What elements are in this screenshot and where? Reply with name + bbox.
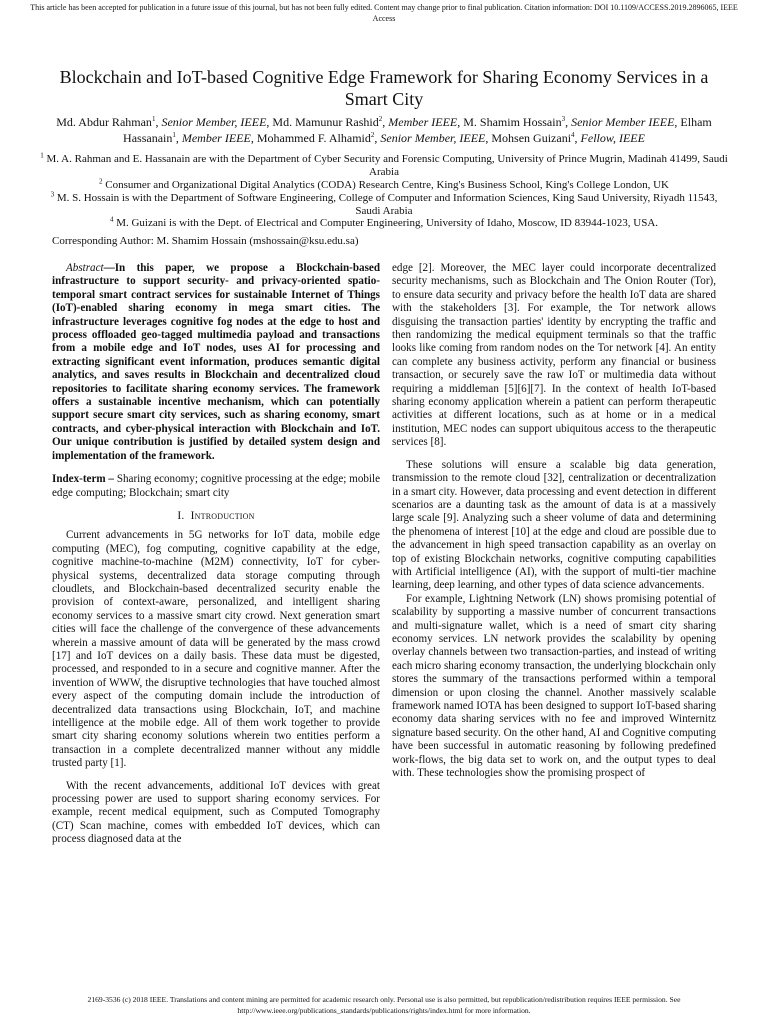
corresponding-author: Corresponding Author: M. Shamim Hossain (mshossain@ksu.edu.sa) (52, 235, 359, 247)
right-column (392, 262, 716, 780)
paragraph: These solutions will ensure a scalable big data generation, transmission to the remote cloud [32], centralization or decentralization in a smart city. However, data processing and event detection in different scenarios are a daunting task as the amount of data is at a massively large scale [9]. Analyzing such a sheer volume of data and determining the phenomena of interest [10] at the edge and cloud are possible due to the advancement in high speed transaction capability as an overlay on top of existing Blockchain networks, cognitive computing capabilities with Artificial intelligence (AI), with the support of multi-tier machine learning, deep learning, and other types of data science advancements. (392, 458, 716, 592)
journal-banner: This article has been accepted for publication in a future issue of this journal, but has not been fully edited. Content may change prior to final publication. Citation information: DOI 10.1109/ACCESS.2019.2896065, IEEE Access (30, 3, 738, 23)
paragraph: Current advancements in 5G networks for IoT data, mobile edge computing (MEC), fog computing, cognitive capability at the edge, cognitive machine-to-machine (M2M) connectivity, IoT for cyber-physical systems, decentralized data storage computing through cloudlets, and Blockchain-based decentralized security enable the provision of context-aware, personalized, and intelligent sharing economy services to a massive smart city crowd. Next generation smart cities will face the challenge of the convergence of these advancements wherein a massive amount of data will be generated by the mass crowd [17] and IoT devices on a daily basis. These data must be digested, processed, and responded to in a secure and cognitive manner. After the invention of WWW, the disruptive technologies that have touched almost every aspect of the computing domain include the introduction of decentralized data transactions using Blockchain, IoT, and machine intelligence at the mobile edge. All of them work together to provide smart city sharing economy solutions wherein two entities perform a transaction in a complete decentralized manner without any middle trusted party [1]. (52, 529, 380, 770)
author-name: M. Shamim Hossain (463, 115, 562, 129)
abstract: Abstract—In this paper, we propose a Blockchain-based infrastructure to support security- and privacy-oriented spatio-temporal smart contract services for sustainable Internet of Things (IoT)-enabled sharing economy in mega smart cities. The infrastructure leverages cognitive fog nodes at the edge to host and process offloaded geo-tagged multimedia payload and transactions from a mobile edge and IoT nodes, uses AI for processing and extracting significant event information, produces semantic digital analytics, and saves results in Blockchain and decentralized cloud repositories to facilitate sharing economy services. The framework offers a sustainable incentive mechanism, which can potentially support secure smart city services, such as sharing economy, smart contracts, and cyber-physical interaction with Blockchain and IoT. Our unique contribution is justified by detailed system design and implementation of the framework. (52, 262, 380, 462)
author-name: Elham Hassanain (123, 115, 712, 145)
author-list: Md. Abdur Rahman$^1$, Senior Member, IEEE, Md. Mamunur Rashid$^2$, Member IEEE, M. Shamim Hossain$^3$, Senior Member IEEE, Elham Hassanain$^1$, Member IEEE, Mohammed F. Alhamid$^2$, Senior Member, IEEE, Mohsen Guizani$^4$, Fellow, IEEE (56, 115, 712, 145)
affiliation-4: $^4$ M. Guizani is with the Dept. of Electrical and Computer Engineering, University of Idaho, Moscow, ID 83944-1023, USA. (109, 215, 659, 229)
author-role: Senior Member, IEEE (380, 131, 486, 145)
paragraph: edge [2]. Moreover, the MEC layer could incorporate decentralized security mechanisms, such as Blockchain and The Onion Router (Tor), to ensure data security and privacy before the health IoT data are shared with the stakeholders [3]. For example, the Tor network allows disguising the transaction parties' identity by encrypting the traffic and then randomizing the medical equipment terminals so that the traffic looks like coming from random nodes on the Tor network [4]. An entity can complete any business activity, perform any financial or business transaction, or securely save the raw IoT or multimedia data without requiring a middleman [5][6][7]. In the context of health IoT-based sharing economy application wherein a patient can perform therapeutic activities at different locations, such as at home or in a medical institution, MEC nodes can support ubiquitous access to the therapeutic services [8]. (392, 262, 716, 449)
author-role: Senior Member IEEE (571, 115, 675, 129)
abstract-label: Abstract (66, 262, 104, 274)
affiliation-2: $^2$ Consumer and Organizational Digital Analytics (CODA) Research Centre, King's Business School, King's College London, UK (98, 177, 669, 191)
affiliation-1: $^1$ M. A. Rahman and E. Hassanain are with the Department of Cyber Security and Forensic Computing, University of Prince Mugrin, Madinah 41499, Saudi Arabia (40, 151, 728, 178)
affiliation-3: $^3$ M. S. Hossain is with the Department of Software Engineering, College of Computer and Information Sciences, King Saud University, Riyadh 11543, Saudi Arabia (50, 190, 718, 217)
author-role: Fellow, IEEE (580, 131, 645, 145)
author-name: Md. Abdur Rahman (56, 115, 152, 129)
author-name: Mohsen Guizani (491, 131, 572, 145)
left-column (52, 262, 380, 847)
paragraph: With the recent advancements, additional IoT devices with great processing power are used to support sharing economy services. For example, recent medical equipment, such as Computed Tomography (CT) Scan machine, comes with embedded IoT devices, which can process diagnosed data at the (52, 779, 380, 846)
paper-title: Blockchain and IoT-based Cognitive Edge Framework for Sharing Economy Services in a Smart City (59, 67, 709, 109)
index-terms: Index-term – Sharing economy; cognitive processing at the edge; mobile edge computing; Blockchain; smart city (52, 473, 380, 499)
author-name: Md. Mamunur Rashid (272, 115, 379, 129)
section-heading: I. Introduction (177, 509, 255, 522)
author-role: Member IEEE (388, 115, 458, 129)
author-role: Senior Member, IEEE (161, 115, 267, 129)
paragraph: For example, Lightning Network (LN) shows promising potential of scalability by supporting a massive number of concurrent transactions and multi-signature wallet, which is a need of smart city sharing economy services. LN network provides the scalability by opening overlay channels between two transaction-parties, and instead of writing each micro sharing economy transaction, the underlying blockchain only stores the summary of the transactions performed within a temporal dimension or upon closing the channel. Another massively scalable framework named IOTA has been designed to support IoT-based sharing economy data sharing services with no fee and improved Winternitz signature based security. On the other hand, AI and Cognitive computing have been successful in automatic reasoning by following predefined work-flows, the big data set to work on, and the output types to deal with. These technologies show the promising prospect of (392, 592, 716, 780)
author-role: Member IEEE (181, 131, 251, 145)
author-name: Mohammed F. Alhamid (256, 131, 371, 145)
copyright-footer: 2169-3536 (c) 2018 IEEE. Translations and content mining are permitted for academic research only. Personal use is also permitted, but republication/redistribution requires IEEE permission. See http://www.ieee.org/publications_standards/publications/rights/index.html for more information. (87, 995, 681, 1015)
